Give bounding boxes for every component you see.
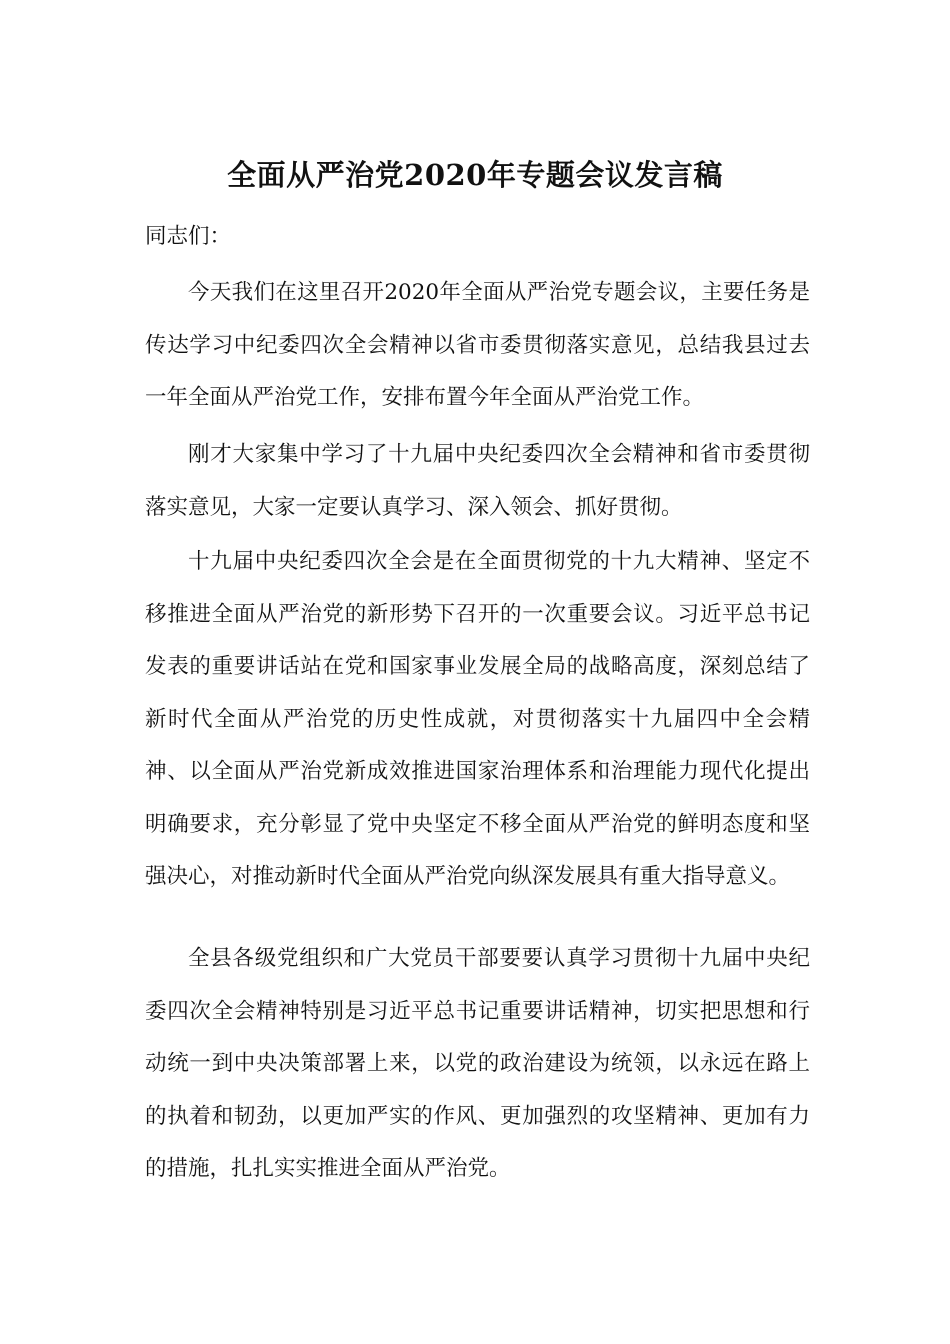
salutation: 同志们： <box>145 224 232 249</box>
document-title: 全面从严治党2020年专题会议发言稿 <box>227 158 723 192</box>
paragraph-4: 全县各级党组织和广大党员干部要要认真学习贯彻十九届中央纪委四次全会精神特别是习近平总书记重要讲话精神，切实把思想和行动统一到中央决策部署上来，以党的政治建设为统领，以永远在路上的执着和韧劲，以更加严实的作风、更加强烈的攻坚精神、更加有力的措施，扎扎实实推进全面从严治党。 <box>145 946 810 1181</box>
paragraph-1: 今天我们在这里召开2020年全面从严治党专题会议，主要任务是传达学习中纪委四次全会精神以省市委贯彻落实意见，总结我县过去一年全面从严治党工作，安排布置今年全面从严治党工作。 <box>145 280 810 410</box>
paragraph-2: 刚才大家集中学习了十九届中央纪委四次全会精神和省市委贯彻落实意见，大家一定要认真学习、深入领会、抓好贯彻。 <box>145 442 810 520</box>
paragraph-3: 十九届中央纪委四次全会是在全面贯彻党的十九大精神、坚定不移推进全面从严治党的新形势下召开的一次重要会议。习近平总书记发表的重要讲话站在党和国家事业发展全局的战略高度，深刻总结了新时代全面从严治党的历史性成就，对贯彻落实十九届四中全会精神、以全面从严治党新成效推进国家治理体系和治理能力现代化提出明确要求，充分彰显了党中央坚定不移全面从严治党的鲜明态度和坚强决心，对推动新时代全面从严治党向纵深发展具有重大指导意义。 <box>145 549 810 889</box>
